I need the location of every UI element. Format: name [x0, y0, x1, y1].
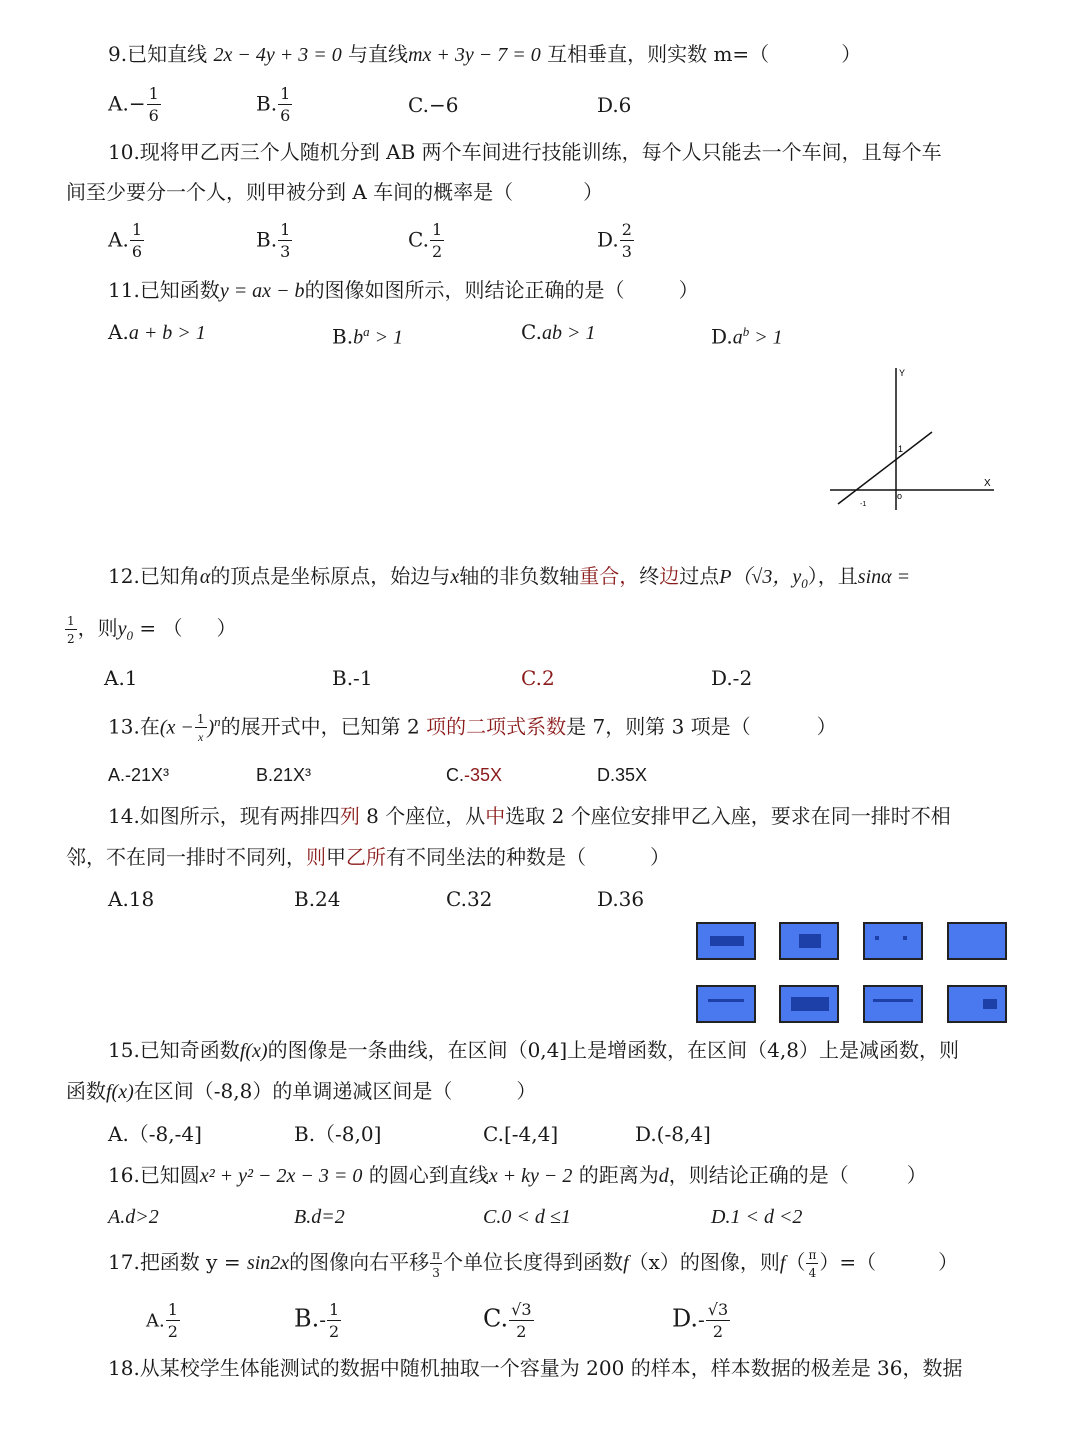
q16-option-d: D.1 < d <2 [711, 1206, 803, 1228]
q12-option-c: C.2 [521, 666, 555, 690]
y-axis-label: Y [899, 368, 906, 378]
q11-option-c: C.ab > 1 [521, 320, 596, 344]
q13-option-c: C.-35X [446, 765, 503, 785]
x-intercept-label: -1 [860, 501, 867, 508]
q10-option-c: C. $\frac{1}{2}$ [408, 220, 443, 261]
q15-option-c: C.[-4,4] [483, 1122, 559, 1146]
q11-stem: 11.已知函数y = ax − b的图像如图所示，则结论正确的是（ ） [108, 278, 699, 302]
q15-option-a: A.（-8,-4] [108, 1122, 202, 1146]
q17-option-a: A. $\frac{1}{2}$ [146, 1300, 178, 1341]
seat-row1-col2 [779, 922, 839, 960]
q11-option-d: $D.a^b > 1$ [711, 324, 783, 349]
q15-stem-line2: 函数f(x)在区间（-8,8）的单调递减区间是（ ） [66, 1079, 537, 1103]
q10-option-b: B. $\frac{1}{3}$ [256, 220, 291, 261]
seat-row1-col3 [863, 922, 923, 960]
q14-option-d: D.36 [597, 887, 645, 911]
q9-stem: 9.已知直线 2x − 4y + 3 = 0 与直线mx + 3y − 7 = 0 互相垂直，则实数 m=（ ） [108, 42, 862, 66]
q16-stem: 16.已知圆x² + y² − 2x − 3 = 0 的圆心到直线x + ky − 2 的距离为d，则结论正确的是（ ） [108, 1163, 927, 1187]
function-line [838, 432, 932, 504]
q13-stem: 13.在(x − $\frac{1}{x}$ )$^n$的展开式中，已知第 2 项的二项式系数是 7，则第 3 项是（ ） [108, 712, 837, 745]
q17-option-d: D.- $\frac{√3}{2}$ [672, 1300, 729, 1341]
seat-row2-col4 [947, 985, 1007, 1023]
q17-option-b: B.- $\frac{1}{2}$ [294, 1300, 340, 1341]
q11-option-b: $B.b^a > 1$ [332, 324, 404, 349]
q13-option-d: D.35X [597, 765, 648, 785]
x-axis-label: X [984, 478, 991, 489]
q14-option-a: A.18 [108, 887, 155, 911]
q16-option-b: B.d=2 [294, 1206, 345, 1228]
seat-row2-col2 [779, 985, 839, 1023]
q16-option-a: A.d>2 [108, 1206, 159, 1228]
seat-row1-col4 [947, 922, 1007, 960]
q12-option-a: A.1 [104, 666, 138, 690]
q13-option-b: B.21X³ [256, 765, 312, 785]
q14-option-b: B.24 [294, 887, 341, 911]
y-intercept-label: 1 [898, 444, 904, 454]
q16-option-c: C.0 < d ≤1 [483, 1206, 571, 1228]
q14-option-c: C.32 [446, 887, 493, 911]
q13-option-a: A.-21X³ [108, 765, 170, 785]
q10-stem-line2: 间至少要分一个人，则甲被分到 A 车间的概率是（ ） [66, 180, 604, 204]
q15-stem-line1: 15.已知奇函数f(x)的图像是一条曲线，在区间（0,4]上是增函数，在区间（4,8）上是减函数，则 [108, 1038, 959, 1062]
seat-row2-col3 [863, 985, 923, 1023]
q12-stem-line1: 12.已知角α的顶点是坐标原点，始边与x轴的非负数轴重合，终边过点P（√3，$y_0$），且sinα = [108, 564, 911, 591]
q18-stem-line1: 18.从某校学生体能测试的数据中随机抽取一个容量为 200 的样本，样本数据的极差是 36，数据 [108, 1356, 963, 1380]
q12-option-b: B.-1 [332, 666, 373, 690]
q15-option-b: B.（-8,0] [294, 1122, 382, 1146]
q14-stem-line1: 14.如图所示，现有两排四列 8 个座位，从中选取 2 个座位安排甲乙入座，要求在同一排时不相 [108, 804, 951, 828]
seat-row2-col1 [696, 985, 756, 1023]
q9-option-a: A.− $\frac{1}{6}$ [108, 84, 159, 125]
q10-option-a: A. $\frac{1}{6}$ [108, 220, 142, 261]
q10-stem-line1: 10.现将甲乙丙三个人随机分到 AB 两个车间进行技能训练，每个人只能去一个车间，且每个车 [108, 140, 942, 164]
q15-option-d: D.(-8,4] [635, 1122, 711, 1146]
q10-option-d: D. $\frac{2}{3}$ [597, 220, 632, 261]
q9-option-c: C.−6 [408, 93, 459, 117]
seat-row1-col1 [696, 922, 756, 960]
q14-stem-line2: 邻，不在同一排时不同列，则甲乙所有不同坐法的种数是（ ） [66, 845, 670, 869]
q9-option-d: D.6 [597, 93, 632, 117]
origin-label: o [897, 491, 903, 501]
q11-function-graph [826, 362, 1006, 512]
q12-option-d: D.-2 [711, 666, 753, 690]
q9-option-b: B. $\frac{1}{6}$ [256, 84, 291, 125]
q12-stem-line2: $\frac{1}{2}$ ，则$y_0$ = （ ） [67, 613, 237, 646]
q17-option-c: C. $\frac{√3}{2}$ [483, 1300, 532, 1341]
q11-option-a: A.a + b > 1 [108, 320, 206, 344]
q17-stem: 17.把函数 y = sin2x的图像向右平移 $\frac{\pi}{3}$ 个单位长度得到函数f（x）的图像，则f（ $\frac{\pi}{4}$ ）=（ ） [108, 1247, 959, 1280]
